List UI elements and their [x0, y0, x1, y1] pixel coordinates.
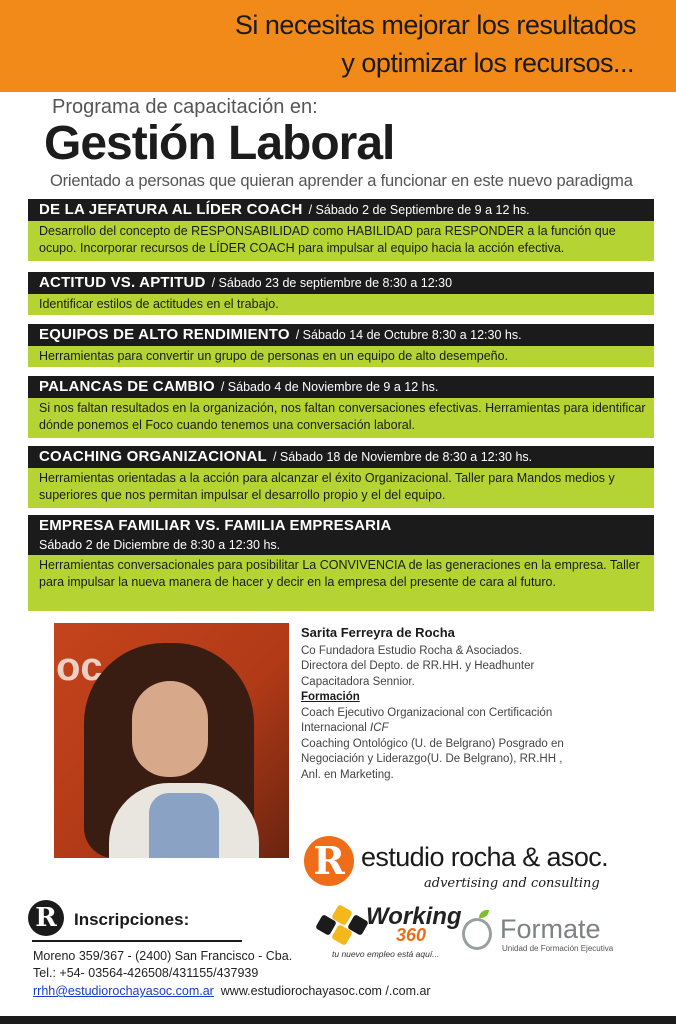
module-date: / Sábado 2 de Septiembre de 9 a 12 hs.	[308, 203, 530, 217]
rocha-r-icon-small: R	[28, 900, 64, 936]
working-tagline: tu nuevo empleo está aquí...	[332, 949, 440, 959]
module-title: PALANCAS DE CAMBIO	[39, 378, 215, 395]
formate-tagline: Unidad de Formación Ejecutiva	[502, 944, 614, 953]
module-header	[28, 324, 654, 346]
module-body: Identificar estilos de actitudes en el trabajo.	[28, 294, 654, 315]
working-360-logo	[314, 903, 462, 963]
contact-links	[33, 984, 431, 998]
module-body: Herramientas orientadas a la acción para alcanzar el éxito Organizacional. Taller para Mandos medios y superiores que nos permitan impulsar el desarrollo propio y el del equipo.	[28, 468, 654, 508]
rocha-r-icon: R	[304, 836, 354, 886]
module-title: DE LA JEFATURA AL LÍDER COACH	[39, 201, 303, 218]
module-header	[28, 515, 654, 537]
apple-icon	[462, 918, 492, 950]
contact-website[interactable]: www.estudiorochayasoc.com /.com.ar	[220, 984, 431, 998]
module-actitud	[28, 272, 654, 315]
module-header	[28, 376, 654, 398]
module-date: / Sábado 23 de septiembre de 8:30 a 12:30	[211, 276, 453, 290]
page-title: Gestión Laboral	[44, 117, 395, 170]
formation-item-2: Coaching Ontológico (U. de Belgrano) Posgrado en Negociación y Liderazgo(U. De Belgrano), RR.HH , Anl. en Marketing.	[301, 737, 564, 781]
rocha-name: estudio rocha & asoc.	[361, 842, 609, 872]
photo-shirt	[149, 793, 219, 858]
inscriptions-label: Inscripciones:	[74, 910, 190, 929]
module-equipos	[28, 324, 654, 367]
formation-heading: Formación	[301, 691, 360, 703]
formation-item-1	[301, 706, 571, 737]
intro-text: Programa de capacitación en:	[52, 96, 318, 118]
formate-logo	[462, 910, 642, 960]
module-title: COACHING ORGANIZACIONAL	[39, 448, 267, 465]
module-date: / Sábado 14 de Octubre 8:30 a 12:30 hs.	[295, 328, 522, 342]
photo-face	[132, 681, 208, 777]
module-empresa-familiar	[28, 515, 654, 611]
speaker-role-1: Co Fundadora Estudio Rocha & Asociados.	[301, 644, 523, 657]
contact-email-link[interactable]: rrhh@estudiorochayasoc.com.ar	[33, 984, 214, 998]
leaf-icon	[479, 910, 489, 918]
footer-bar	[0, 1016, 676, 1024]
photo-background-letters: oc	[56, 645, 103, 689]
module-title: EMPRESA FAMILIAR VS. FAMILIA EMPRESARIA	[39, 517, 392, 534]
contact-phone: Tel.: +54- 03564-426508/431155/437939	[33, 966, 259, 980]
module-header	[28, 199, 654, 221]
inscriptions-divider	[32, 940, 242, 942]
formation-item-1-icf: ICF	[370, 722, 389, 734]
header-line-1: Si necesitas mejorar los resultados	[234, 10, 636, 40]
module-date: / Sábado 4 de Noviembre de 9 a 12 hs.	[220, 380, 439, 394]
header-line-2: y optimizar los recursos...	[341, 48, 634, 78]
module-title: EQUIPOS DE ALTO RENDIMIENTO	[39, 326, 290, 343]
rocha-tagline: advertising and consulting	[424, 876, 600, 891]
module-title: ACTITUD VS. APTITUD	[39, 274, 206, 291]
module-header	[28, 272, 654, 294]
module-jefatura	[28, 199, 654, 261]
header-band	[0, 0, 676, 92]
speaker-photo	[54, 623, 289, 858]
contact-address: Moreno 359/367 - (2400) San Francisco - Cba.	[33, 949, 293, 963]
speaker-role-2: Directora del Depto. de RR.HH. y Headhunter	[301, 660, 535, 672]
module-date: / Sábado 18 de Noviembre de 8:30 a 12:30 hs.	[272, 450, 533, 464]
working-name: Working	[366, 903, 462, 930]
module-body: Desarrollo del concepto de RESPONSABILIDAD como HABILIDAD para RESPONDER a la función que ocupo. Incorporar recursos de LÍDER COACH para impulsar al equipo hacia la acción efectiva.	[28, 221, 654, 261]
speaker-name: Sarita Ferreyra de Rocha	[301, 625, 455, 640]
speaker-role-3: Capacitadora Sennior.	[301, 675, 415, 688]
formate-name: Formate	[500, 914, 601, 944]
module-body: Herramientas para convertir un grupo de personas en un equipo de alto desempeño.	[28, 346, 654, 367]
module-body: Si nos faltan resultados en la organización, nos faltan conversaciones efectivas. Herramientas para identificar dónde ponemos el Foco cuando tenemos una conversación laboral.	[28, 398, 654, 438]
page-subtitle: Orientado a personas que quieran aprender a funcionar en este nuevo paradigma	[50, 172, 633, 190]
working-number: 360	[396, 925, 427, 945]
module-coaching	[28, 446, 654, 508]
module-date: Sábado 2 de Diciembre de 8:30 a 12:30 hs.	[28, 537, 654, 555]
module-header	[28, 446, 654, 468]
formation-item-1-text: Coach Ejecutivo Organizacional con Certificación Internacional	[301, 706, 553, 734]
speaker-bio	[301, 625, 571, 783]
module-palancas	[28, 376, 654, 438]
module-body: Herramientas conversacionales para posibilitar La CONVIVENCIA de las generaciones en la empresa. Taller para impulsar la nueva manera de hacer y decir en la empresa del presente de cara al futuro.	[28, 555, 654, 611]
